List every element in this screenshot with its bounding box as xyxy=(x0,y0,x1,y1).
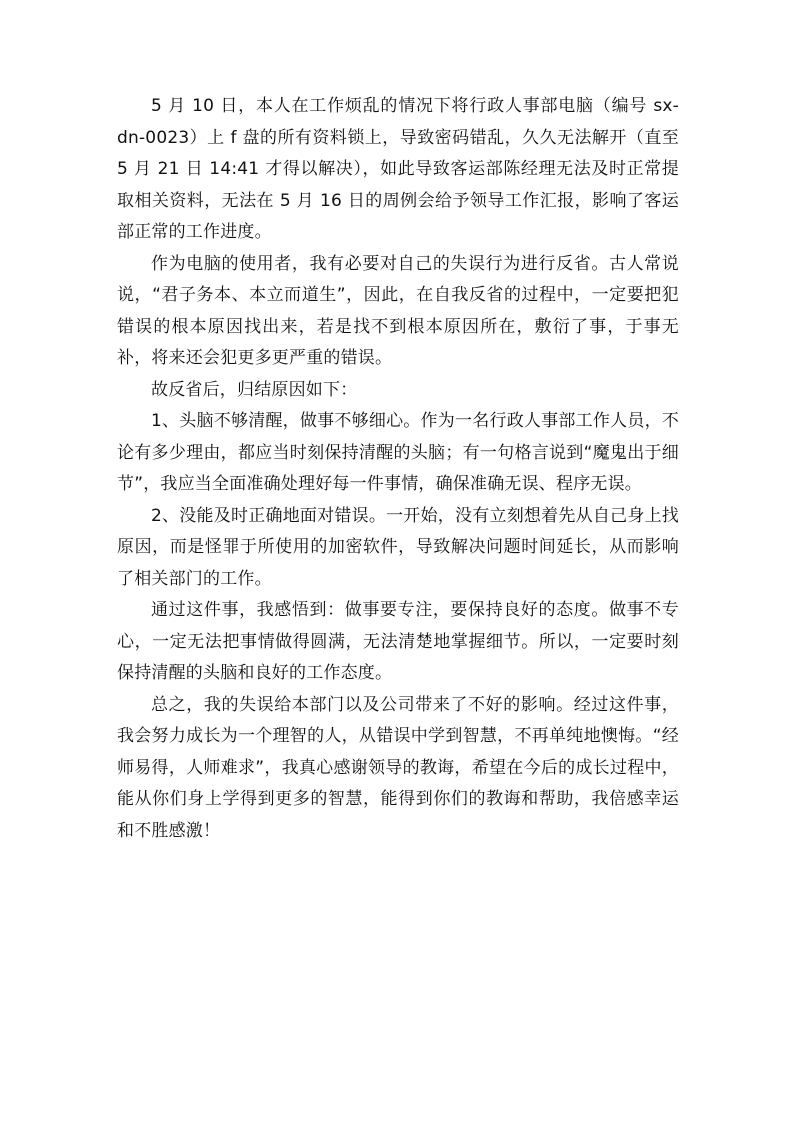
paragraph-conclusion: 总之，我的失误给本部门以及公司带来了不好的影响。经过这件事，我会努力成长为一个理智的人，从错误中学到智慧，不再单纯地懊悔。“经师易得，人师难求”，我真心感谢领导的教诲，希望在今后的成长过程中，能从你们身上学得到更多的智慧，能得到你们的教诲和帮助，我倍感幸运和不胜感激！ xyxy=(117,694,679,841)
paragraph-incident: 5 月 10 日，本人在工作烦乱的情况下将行政人事部电脑（编号 sx-dn-0023）上 f 盘的所有资料锁上，导致密码错乱，久久无法解开（直至 5 月 21 日 14:41 才得以解决），如此导致客运部陈经理无法及时正常提取相关资料，无法在 5 月 16 日的周例会给予领导工作汇报，影响了客运部正常的工作进度。 xyxy=(117,96,679,242)
paragraph-lesson: 通过这件事，我感悟到：做事要专注，要保持良好的态度。做事不专心，一定无法把事情做得圆满，无法清楚地掌握细节。所以，一定要时刻保持清醒的头脑和良好的工作态度。 xyxy=(117,600,679,683)
paragraph-cause-1: 1、头脑不够清醒，做事不够细心。作为一名行政人事部工作人员，不论有多少理由，都应当时刻保持清醒的头脑；有一句格言说到“魔鬼出于细节”，我应当全面准确处理好每一件事情，确保准确无误、程序无误。 xyxy=(117,411,679,494)
document-body xyxy=(117,91,679,847)
paragraph-reflection: 作为电脑的使用者，我有必要对自己的失误行为进行反省。古人常说说，“君子务本、本立而道生”，因此，在自我反省的过程中，一定要把犯错误的根本原因找出来，若是找不到根本原因所在，敷衍了事，于事无补，将来还会犯更多更严重的错误。 xyxy=(117,253,679,368)
paragraph-causes-intro: 故反省后，归结原因如下： xyxy=(151,379,358,400)
paragraph-cause-2: 2、没能及时正确地面对错误。一开始，没有立刻想着先从自己身上找原因，而是怪罪于所使用的加密软件，导致解决问题时间延长，从而影响了相关部门的工作。 xyxy=(117,505,679,589)
